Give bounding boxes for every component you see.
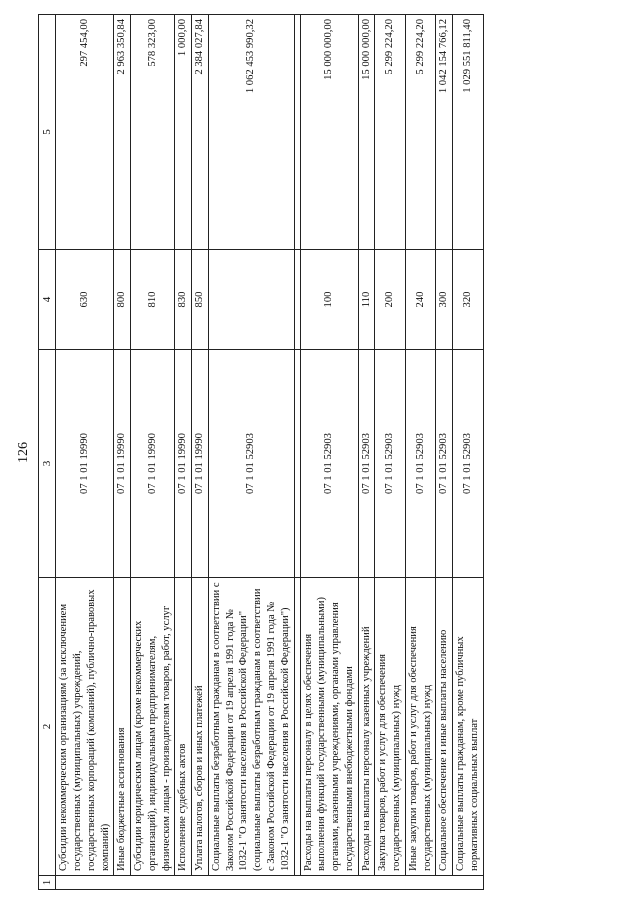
- row-name: Иные закупки товаров, работ и услуг для обеспечения государственных (муниципальных) нужд: [405, 578, 436, 876]
- row-kind: 200: [375, 250, 406, 350]
- row-amount: 2 384 027,84: [192, 15, 209, 250]
- row-code: 07 1 01 52903: [208, 350, 294, 578]
- row-code: 07 1 01 52903: [436, 350, 453, 578]
- row-code: 07 1 01 19990: [131, 350, 175, 578]
- row-kind: 240: [405, 250, 436, 350]
- table-row: [375, 15, 406, 890]
- row-name: Иные бюджетные ассигнования: [114, 578, 131, 876]
- header-cell-1: 1: [39, 876, 56, 890]
- row-kind: 800: [114, 250, 131, 350]
- row-kind: 110: [358, 250, 375, 350]
- row-name: Расходы на выплаты персоналу в целях обеспечения выполнения функций государственными (муниципальными) органами, казенными учреждениями, органами управления государственными внебюджетными фондами: [300, 578, 358, 876]
- header-cell-3: 3: [39, 350, 56, 578]
- header-cell-2: 2: [39, 578, 56, 876]
- row-kind: 830: [175, 250, 192, 350]
- row-code: 07 1 01 19990: [114, 350, 131, 578]
- row-kind: 630: [56, 250, 114, 350]
- table-row: [436, 15, 453, 890]
- row-amount: 297 454,00: [56, 15, 114, 250]
- page-number: 126: [16, 442, 31, 463]
- row-code: 07 1 01 19990: [56, 350, 114, 578]
- row-kind: [208, 250, 294, 350]
- row-name: Субсидии юридическим лицам (кроме некоммерческих организаций), индивидуальным предпринимателям, физическим лицам - производителям товаров, работ, услуг: [131, 578, 175, 876]
- row-amount: 1 029 551 811,40: [453, 15, 484, 250]
- row-name: Социальные выплаты безработным гражданам в соответствии с Законом Российской Федерации от 19 апреля 1991 года № 1032-1 "О занятости населения в Российской Федерации" (социальные выплаты безработным гражданам в соответствии с Законом Российской Федерации от 19 апреля 1991 года № 1032-1 "О занятости населения в Российской Федерации"): [208, 578, 294, 876]
- row-code: 07 1 01 19990: [192, 350, 209, 578]
- row-code: 07 1 01 52903: [358, 350, 375, 578]
- table-row: [405, 15, 436, 890]
- row-code: 07 1 01 52903: [453, 350, 484, 578]
- header-row: [39, 15, 56, 890]
- table-row: [358, 15, 375, 890]
- row-kind: 320: [453, 250, 484, 350]
- table-row: [131, 15, 175, 890]
- row-kind: 850: [192, 250, 209, 350]
- row-code: 07 1 01 52903: [405, 350, 436, 578]
- row-kind: 100: [300, 250, 358, 350]
- table-row: [192, 15, 209, 890]
- row-name: Социальное обеспечение и иные выплаты населению: [436, 578, 453, 876]
- row-code: 07 1 01 19990: [175, 350, 192, 578]
- row-name: Расходы на выплаты персоналу казенных учреждений: [358, 578, 375, 876]
- row-amount: 2 963 350,84: [114, 15, 131, 250]
- header-cell-5: 5: [39, 15, 56, 250]
- table-row: [114, 15, 131, 890]
- row-amount: 578 323,00: [131, 15, 175, 250]
- row-code: 07 1 01 52903: [375, 350, 406, 578]
- table-row: [300, 15, 358, 890]
- row-amount: 15 000 000,00: [358, 15, 375, 250]
- header-cell-4: 4: [39, 250, 56, 350]
- table-row: [453, 15, 484, 890]
- table-row: [56, 15, 114, 890]
- table-row: [175, 15, 192, 890]
- row-amount: 1 000,00: [175, 15, 192, 250]
- table-row: [208, 15, 294, 890]
- row-amount: 15 000 000,00: [300, 15, 358, 250]
- row-name: Исполнение судебных актов: [175, 578, 192, 876]
- row-kind: 810: [131, 250, 175, 350]
- row-amount: 1 042 154 766,12: [436, 15, 453, 250]
- row-name: Субсидии некоммерческим организациям (за исключением государственных (муниципальных) учреждений, государственных корпораций (компаний), публично-правовых компаний): [56, 578, 114, 876]
- row-name: Социальные выплаты гражданам, кроме публичных нормативных социальных выплат: [453, 578, 484, 876]
- row-amount: 5 299 224,20: [405, 15, 436, 250]
- column-1-cell: [56, 876, 483, 890]
- row-name: Закупка товаров, работ и услуг для обеспечения государственных (муниципальных) нужд: [375, 578, 406, 876]
- row-amount: 1 062 453 990,32: [208, 15, 294, 250]
- budget-table: [38, 14, 484, 890]
- row-code: 07 1 01 52903: [300, 350, 358, 578]
- row-name: Уплата налогов, сборов и иных платежей: [192, 578, 209, 876]
- row-amount: 5 299 224,20: [375, 15, 406, 250]
- row-kind: 300: [436, 250, 453, 350]
